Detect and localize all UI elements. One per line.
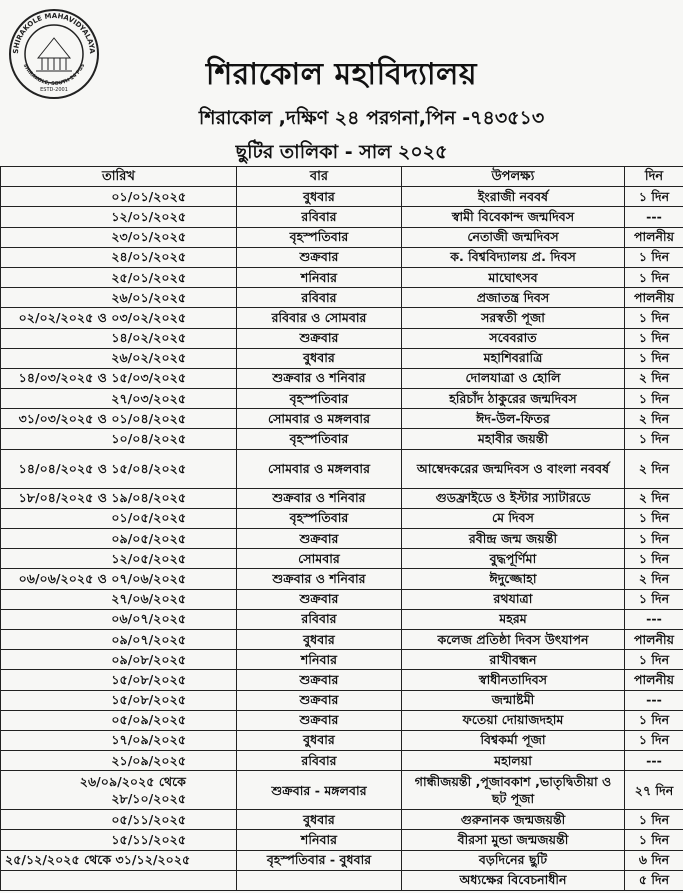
table-row (1, 710, 683, 730)
row-duration: --- (625, 609, 683, 629)
row-day: শনিবার (237, 830, 402, 850)
table-row (1, 488, 683, 508)
table-row (1, 589, 683, 609)
page-title: শিরাকোল মহাবিদ্যালয় (205, 57, 478, 92)
row-day: বৃহস্পতিবার (237, 508, 402, 528)
row-date: ০১/০১/২০২৫ (1, 187, 237, 207)
row-day: শুক্রবার (237, 328, 402, 348)
row-duration: ১ দিন (625, 710, 683, 730)
row-occasion: সবেবরাত (402, 328, 625, 348)
table-row (1, 629, 683, 649)
row-occasion: বড়দিনের ছুটি (402, 850, 625, 870)
row-occasion: মহরম (402, 609, 625, 629)
row-occasion: জন্মাষ্টমী (402, 690, 625, 710)
row-day: বৃহস্পতিবার (237, 429, 402, 449)
table-row (1, 227, 683, 247)
row-date: ০৬/০৬/২০২৫ ও ০৭/০৬/২০২৫ (1, 569, 237, 589)
row-duration: পালনীয় (625, 629, 683, 649)
row-occasion: ইংরাজী নববর্ষ (402, 187, 625, 207)
row-day: বৃহস্পতিবার - বুধবার (237, 850, 402, 870)
row-date: ০৯/০৫/২০২৫ (1, 529, 237, 549)
row-occasion: দোলযাত্রা ও হোলি (402, 368, 625, 388)
header-date: তারিখ (1, 167, 237, 187)
row-occasion: ঈদ-উল-ফিতর (402, 409, 625, 429)
table-row (1, 690, 683, 710)
row-occasion: গুডফ্রাইডে ও ইস্টার স্যাটারডে (402, 488, 625, 508)
row-date: ০২/০২/২০২৫ ও ০৩/০২/২০২৫ (1, 308, 237, 328)
table-row (1, 348, 683, 368)
table-row (1, 389, 683, 409)
table-row (1, 529, 683, 549)
row-day: বৃহস্পতিবার (237, 227, 402, 247)
header-duration: দিন (625, 167, 683, 187)
row-occasion: ক. বিশ্ববিদ্যালয় প্র. দিবস (402, 247, 625, 267)
row-date: ০১/০৫/২০২৫ (1, 508, 237, 528)
table-row (1, 449, 683, 488)
row-day: বুধবার (237, 187, 402, 207)
row-duration: --- (625, 690, 683, 710)
table-row (1, 508, 683, 528)
holiday-list-subtitle: ছুটির তালিকা - সাল ২০২৫ (235, 141, 448, 163)
row-duration: ১ দিন (625, 589, 683, 609)
row-day: রবিবার (237, 609, 402, 629)
table-row (1, 569, 683, 589)
row-date: ২৬/০৯/২০২৫ থেকে ২৮/১০/২০২৫ (1, 771, 237, 810)
row-date: ১৫/১১/২০২৫ (1, 830, 237, 850)
row-day: শুক্রবার (237, 247, 402, 267)
row-occasion: আম্বেদকরের জন্মদিবস ও বাংলা নববর্ষ (402, 449, 625, 488)
table-row (1, 810, 683, 830)
row-date: ২৬/০১/২০২৫ (1, 288, 237, 308)
logo-year-text: ESTD-2001 (40, 87, 68, 93)
row-date: ২৭/০৩/২০২৫ (1, 389, 237, 409)
row-duration: ১ দিন (625, 389, 683, 409)
table-row (1, 409, 683, 429)
row-occasion: বীরসা মুন্ডা জন্মজয়ন্তী (402, 830, 625, 850)
row-duration: ২৭ দিন (625, 771, 683, 810)
row-date: ১২/০১/২০২৫ (1, 207, 237, 227)
row-day: শুক্রবার - মঙ্গলবার (237, 771, 402, 810)
row-occasion: নেতাজী জন্মদিবস (402, 227, 625, 247)
table-row (1, 549, 683, 569)
row-duration: ১ দিন (625, 348, 683, 368)
row-date: ১৪/০৪/২০২৫ ও ১৫/০৪/২০২৫ (1, 449, 237, 488)
table-row (1, 670, 683, 690)
row-duration: পালনীয় (625, 288, 683, 308)
table-row (1, 870, 683, 890)
logo-bottom-text: SHIRAKOLE, SOUTH 24 PGS (21, 62, 87, 87)
row-duration: ১ দিন (625, 730, 683, 750)
row-duration: ২ দিন (625, 368, 683, 388)
row-day (237, 870, 402, 890)
table-row (1, 429, 683, 449)
row-day: রবিবার (237, 288, 402, 308)
row-day: শনিবার (237, 650, 402, 670)
row-day: রবিবার (237, 207, 402, 227)
row-date (1, 870, 237, 890)
row-day: বুধবার (237, 730, 402, 750)
row-date: ২৬/০২/২০২৫ (1, 348, 237, 368)
table-row (1, 308, 683, 328)
header-occasion: উপলক্ষ্য (402, 167, 625, 187)
table-row (1, 730, 683, 750)
row-duration: ১ দিন (625, 429, 683, 449)
header-day: বার (237, 167, 402, 187)
row-date: ১৪/০২/২০২৫ (1, 328, 237, 348)
table-row (1, 207, 683, 227)
row-day: শুক্রবার (237, 589, 402, 609)
row-date: ১৫/০৮/২০২৫ (1, 690, 237, 710)
row-day: শুক্রবার ও শনিবার (237, 488, 402, 508)
row-occasion: রাখীবন্ধন (402, 650, 625, 670)
row-date: ০৯/০৭/২০২৫ (1, 629, 237, 649)
row-date: ০৫/০৯/২০২৫ (1, 710, 237, 730)
row-duration: ১ দিন (625, 508, 683, 528)
row-day: শুক্রবার (237, 710, 402, 730)
row-duration: ১ দিন (625, 810, 683, 830)
table-row (1, 267, 683, 287)
row-date: ০৫/১১/২০২৫ (1, 810, 237, 830)
row-date: ১২/০৫/২০২৫ (1, 549, 237, 569)
row-duration: --- (625, 751, 683, 771)
row-date: ২৩/০১/২০২৫ (1, 227, 237, 247)
row-occasion: ফতেয়া দোয়াজদহাম (402, 710, 625, 730)
holiday-table (0, 166, 683, 891)
row-occasion: হরিচাঁদ ঠাকুরের জন্মদিবস (402, 389, 625, 409)
table-row (1, 288, 683, 308)
row-duration: ১ দিন (625, 529, 683, 549)
row-occasion: অধ্যক্ষের বিবেচনাধীন (402, 870, 625, 890)
row-duration: ২ দিন (625, 409, 683, 429)
row-date: ১৭/০৯/২০২৫ (1, 730, 237, 750)
row-duration: পালনীয় (625, 670, 683, 690)
table-row (1, 650, 683, 670)
row-day: বুধবার (237, 348, 402, 368)
row-occasion: সরস্বতী পূজা (402, 308, 625, 328)
row-date: ১০/০৪/২০২৫ (1, 429, 237, 449)
table-row (1, 850, 683, 870)
row-occasion: গুরুনানক জন্মজয়ন্তী (402, 810, 625, 830)
row-day: বুধবার (237, 629, 402, 649)
row-day: বৃহস্পতিবার (237, 389, 402, 409)
row-date: ২৪/০১/২০২৫ (1, 247, 237, 267)
row-day: সোমবার ও মঙ্গলবার (237, 409, 402, 429)
row-date: ৩১/০৩/২০২৫ ও ০১/০৪/২০২৫ (1, 409, 237, 429)
row-occasion: স্বামী বিবেকান্দ জন্মদিবস (402, 207, 625, 227)
row-date: ২৫/১২/২০২৫ থেকে ৩১/১২/২০২৫ (1, 850, 237, 870)
row-duration: ২ দিন (625, 449, 683, 488)
row-day: শুক্রবার (237, 529, 402, 549)
row-date: ১৫/০৮/২০২৫ (1, 670, 237, 690)
table-row (1, 609, 683, 629)
row-duration: ১ দিন (625, 328, 683, 348)
row-day: বুধবার (237, 810, 402, 830)
table-row (1, 751, 683, 771)
row-day: শুক্রবার (237, 670, 402, 690)
row-date: ১৮/০৪/২০২৫ ও ১৯/০৪/২০২৫ (1, 488, 237, 508)
row-date: ২৫/০১/২০২৫ (1, 267, 237, 287)
row-occasion: মহাশিবরাত্রি (402, 348, 625, 368)
row-occasion: মহাবীর জয়ন্তী (402, 429, 625, 449)
svg-text:SHIRAKOLE MAHAVIDYALAYA (12, 12, 96, 55)
row-day: শুক্রবার (237, 690, 402, 710)
row-duration: ৫ দিন (625, 870, 683, 890)
row-day: শনিবার (237, 267, 402, 287)
row-occasion: রথযাত্রা (402, 589, 625, 609)
table-row (1, 247, 683, 267)
row-duration: ২ দিন (625, 569, 683, 589)
row-occasion: গান্ধীজয়ন্তী ,পূজাবকাশ ,ভাতৃদ্বিতীয়া ও ছট পূজা (402, 771, 625, 810)
row-date: ২৭/০৬/২০২৫ (1, 589, 237, 609)
row-day: শুক্রবার ও শনিবার (237, 368, 402, 388)
row-occasion: বিশ্বকর্মা পূজা (402, 730, 625, 750)
row-duration: ১ দিন (625, 187, 683, 207)
row-duration: --- (625, 207, 683, 227)
row-duration: ২ দিন (625, 488, 683, 508)
row-occasion: মাঘোৎসব (402, 267, 625, 287)
row-occasion: প্রজাতন্ত্র দিবস (402, 288, 625, 308)
table-row (1, 368, 683, 388)
row-duration: ১ দিন (625, 830, 683, 850)
row-duration: ৬ দিন (625, 850, 683, 870)
row-occasion: কলেজ প্রতিষ্ঠা দিবস উৎযাপন (402, 629, 625, 649)
row-duration: ১ দিন (625, 267, 683, 287)
row-occasion: মে দিবস (402, 508, 625, 528)
row-duration: ১ দিন (625, 549, 683, 569)
table-row (1, 328, 683, 348)
row-duration: ১ দিন (625, 247, 683, 267)
row-day: সোমবার (237, 549, 402, 569)
row-duration: ১ দিন (625, 308, 683, 328)
row-occasion: ঈদুজ্জোহা (402, 569, 625, 589)
row-day: সোমবার ও মঙ্গলবার (237, 449, 402, 488)
row-date: ০৯/০৮/২০২৫ (1, 650, 237, 670)
row-date: ২১/০৯/২০২৫ (1, 751, 237, 771)
table-row (1, 187, 683, 207)
row-day: রবিবার ও সোমবার (237, 308, 402, 328)
row-occasion: রবীন্দ্র জন্ম জয়ন্তী (402, 529, 625, 549)
row-date: ১৪/০৩/২০২৫ ও ১৫/০৩/২০২৫ (1, 368, 237, 388)
row-day: রবিবার (237, 751, 402, 771)
row-date: ০৬/০৭/২০২৫ (1, 609, 237, 629)
row-occasion: স্বাধীনতাদিবস (402, 670, 625, 690)
row-duration: পালনীয় (625, 227, 683, 247)
row-occasion: বুদ্ধপূর্ণিমা (402, 549, 625, 569)
table-row (1, 830, 683, 850)
table-row (1, 771, 683, 810)
row-occasion: মহালয়া (402, 751, 625, 771)
college-address: শিরাকোল ,দক্ষিণ ২৪ পরগনা,পিন -৭৪৩৫১৩ (198, 107, 545, 129)
logo-ring-text: SHIRAKOLE MAHAVIDYALAYA (11, 11, 97, 55)
row-duration: ১ দিন (625, 650, 683, 670)
row-day: শুক্রবার ও শনিবার (237, 569, 402, 589)
table-header-row (1, 167, 683, 187)
